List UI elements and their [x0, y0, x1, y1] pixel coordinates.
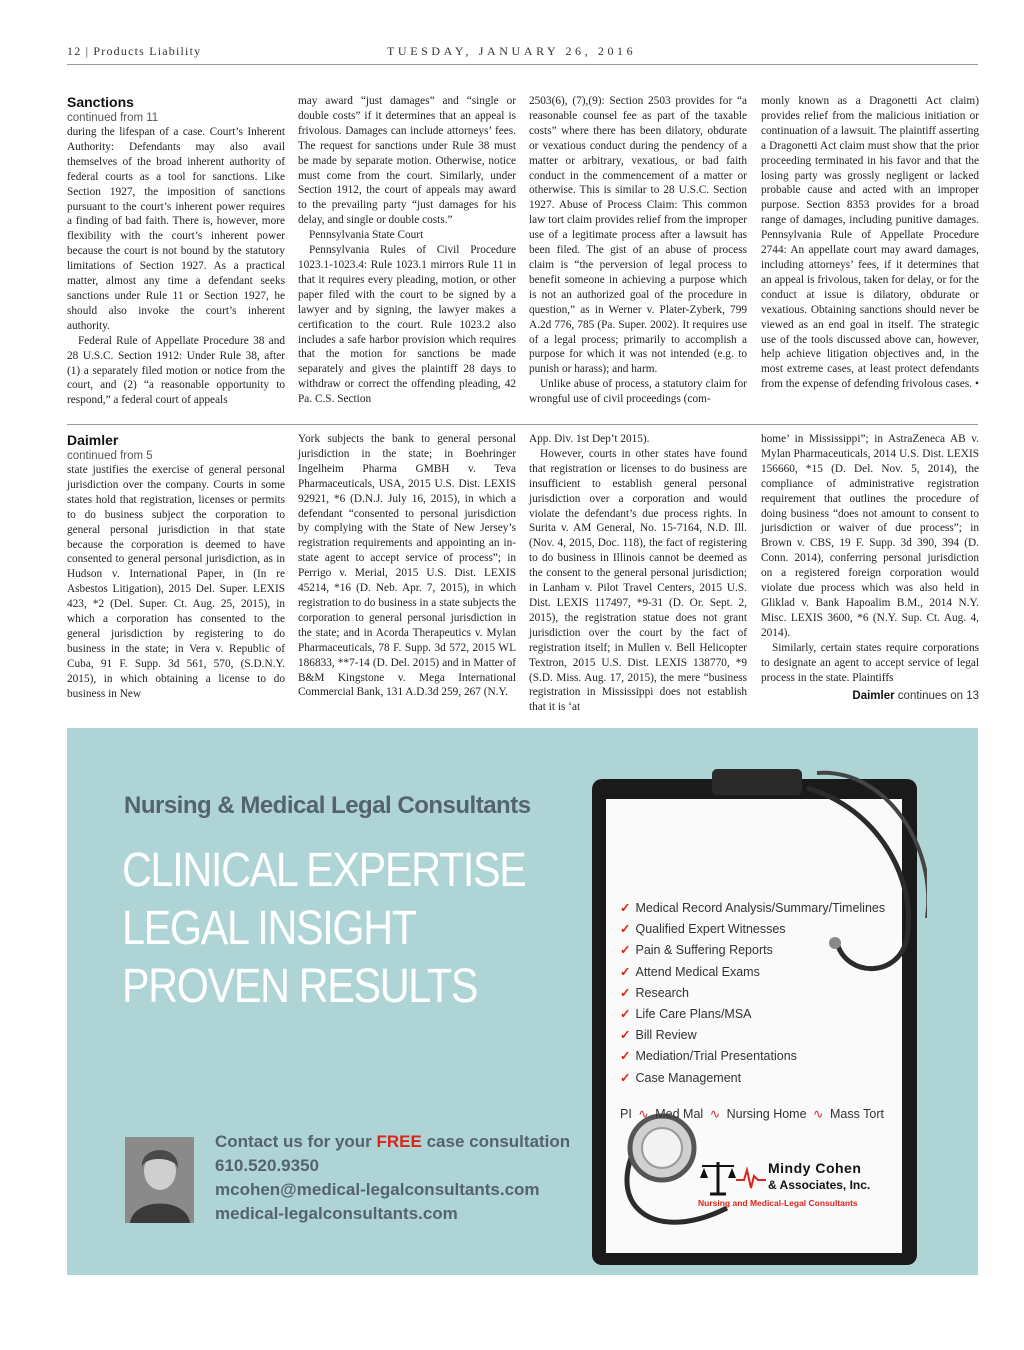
sanctions-column-1	[67, 94, 285, 408]
sanctions-article	[67, 94, 978, 424]
paragraph: may award “just damages” and “single or double costs” if it determines that an appeal is frivolous. Damages can include attorneys’ fees. The request for sanctions under Rule 38 must be made by separate motion. Otherwise, notice must come from the court. Similarly, under Section 1912, the court of appeals may award to the prevailing party “just damages for his delay, and single or double costs.”	[298, 95, 516, 227]
practice-area: Mass Tort	[830, 1107, 884, 1121]
paragraph: York subjects the bank to general personal jurisdiction in the state; in Boehringer Ingelheim Pharma GMBH v. Teva Pharmaceuticals, USA, 2015 U.S. Dist. LEXIS 92921, *6 (D.N.J. July 16, 2015), in which a defendant “consented to personal jurisdiction by complying with the State of New Jersey’s registration requirements and appointing an in-state agent to accept service of process”; in Perrigo v. Merial, 2015 U.S. Dist. LEXIS 45214, *16 (D. Neb. Apr. 7, 2015), in which registration to do business in a state subjects the corporation to general personal jurisdiction in the state; and in Acorda Therapeutics v. Mylan Pharmaceuticals, 78 F. Supp. 3d 572, 2015 WL 186833, **7-14 (D. Del. 2015) and in Matter of B&M Kingstone v. Mega International Commercial Bank, 131 A.D.3d 259, 267 (N.Y.	[298, 433, 516, 699]
check-icon: ✓	[620, 964, 631, 979]
issue-date: TUESDAY, JANUARY 26, 2016	[387, 44, 637, 58]
service-label: Research	[635, 985, 689, 1000]
paragraph: Similarly, certain states require corporations to designate an agent to accept service of legal process in the state. Plaintiffs	[761, 641, 979, 684]
service-item	[620, 898, 885, 919]
service-label: Mediation/Trial Presentations	[635, 1049, 797, 1064]
paragraph: Federal Rule of Appellate Procedure 38 and 28 U.S.C. Section 1912: Under Rule 38, after (1) a separately filed motion or notice from the court, and (2) “a reasonable opportunity to respond,” a federal court of appeals	[67, 334, 285, 407]
logo-associates: & Associates, Inc.	[768, 1178, 871, 1192]
paragraph: App. Div. 1st Dep’t 2015).	[529, 433, 650, 445]
check-icon: ✓	[620, 901, 631, 915]
sanctions-column-2	[298, 94, 516, 407]
sanctions-continued-from: continued from 11	[67, 112, 159, 124]
free-label: FREE	[376, 1132, 422, 1151]
header-rule	[67, 64, 978, 65]
heartbeat-icon: ∿	[638, 1107, 649, 1121]
service-item	[620, 919, 885, 940]
paragraph: However, courts in other states have found that registration or licenses to do business are insufficient to establish general personal jurisdiction over a corporation and would violate the defendant’s due process rights. In Surita v. AM General, No. 15-7164, N.D. Ill. (Nov. 4, 2015, Doc. 118), the fact of registering to do business in Illinois cannot be deemed as the consent to the general personal jurisdiction; in Lanham v. Pilot Travel Centers, 2015 U.S. Dist. LEXIS 117497, *9-31 (D. Or. Sept. 2, 2015), the registration statue does not grant jurisdiction over the court by the fact of registration itself; in Mullen v. Bell Helicopter Textron, 2015 U.S. Dist. LEXIS 138770, *9 (S.D. Miss. Aug. 17, 2015), the mere “business registration in Mississippi does not establish that it is ‘at	[529, 447, 747, 714]
sanctions-column-3	[529, 94, 747, 407]
service-item	[620, 1004, 885, 1025]
practice-areas	[620, 1106, 884, 1121]
paragraph: monly known as a Dragonetti Act claim) provides relief from the malicious initiation or continuation of a lawsuit. The plaintiff asserting a Dragonetti Act claim must show that the prior proceeding terminated in his favor and that the losing party was grossly negligent or lacked probable cause and acted with an improper purpose. Section 8353 provides for a broad range of damages, including punitive damages. Pennsylvania Rule of Appellate Procedure 2744: An appellate court may award damages, including attorneys’ fees, if it determines that an appeal is frivolous, taken for delay, or for the conduct at issue is dilatory, obdurate or vexatious. Obtaining sanctions should never be viewed as an end goal in itself. The strategic use of the tools discussed above can, however, help achieve litigation objectives and, in the most extreme cases, at least protect defendants from the expense of defending frivolous cases. •	[761, 95, 979, 391]
heartbeat-icon: ∿	[709, 1107, 721, 1121]
ad-headline	[122, 842, 525, 1016]
continues-page: continues on 13	[897, 690, 979, 703]
logo-name: Mindy Cohen	[768, 1160, 862, 1176]
practice-area: Nursing Home	[726, 1107, 807, 1121]
daimler-kicker: Daimler	[67, 432, 119, 448]
section-label: 12 | Products Liability	[67, 44, 202, 58]
daimler-column-1	[67, 432, 285, 702]
service-item	[620, 940, 885, 961]
paragraph: home’ in Mississippi”; in AstraZeneca AB v. Mylan Pharmaceuticals, 2014 U.S. Dist. LEXIS 156660, *15 (D. Del. Nov. 5, 2014), the compliance of administrative registration requirement that outlines the procedure of doing business “does not amount to consent to jurisdiction or waiver of due process”; in Brown v. CBS, 19 F. Supp. 3d 390, 394 (D. Conn. 2014), conferring personal jurisdiction on a registered foreign corporation would violate due process which was also held in Gliklad v. Bank Hapoalim B.M., 2014 N.Y. Misc. LEXIS 3600, *6 (N.Y. Sup. Ct. Aug. 4, 2014).	[761, 433, 979, 639]
practice-area: Med Mal	[655, 1107, 704, 1121]
service-item	[620, 1025, 885, 1046]
contact-block	[215, 1130, 570, 1226]
daimler-column-3	[529, 432, 747, 715]
company-logo	[698, 1156, 878, 1216]
daimler-article	[67, 432, 978, 722]
subheading: Pennsylvania State Court	[309, 229, 424, 242]
paragraph: state justifies the exercise of general personal jurisdiction over the company. Courts in some states hold that registration, licenses or permits to do business subject the corporation to general personal jurisdiction in that state because the corporation is deemed to have consented to general personal jurisdiction, as in Hudson v. International Paper, in (In re Asbestos Litigation), 2015 Del. Super. LEXIS 423, *2 (Del. Super. Ct. Aug. 25, 2015), in which a corporation has consented to the general jurisdiction by registering to do business in the state; in Vera v. Republic of Cuba, 91 F. Supp. 3d 561, 570, (S.D.N.Y. 2015), in which obtaining a license to do business in New	[67, 464, 285, 700]
scales-of-justice-icon	[698, 1156, 768, 1198]
practice-area: PI	[620, 1107, 632, 1121]
service-label: Pain & Suffering Reports	[635, 943, 773, 958]
service-item	[620, 983, 885, 1004]
headline-line: LEGAL INSIGHT	[122, 902, 416, 955]
logo-tagline: Nursing and Medical-Legal Consultants	[698, 1198, 858, 1208]
check-icon: ✓	[620, 985, 631, 1000]
consultant-photo	[125, 1137, 194, 1223]
service-label: Life Care Plans/MSA	[635, 1007, 752, 1022]
contact-website[interactable]: medical-legalconsultants.com	[215, 1204, 458, 1223]
sanctions-kicker: Sanctions	[67, 94, 134, 110]
headline-line: PROVEN RESULTS	[122, 960, 478, 1013]
cta-text: Contact us for your	[215, 1132, 377, 1151]
contact-email[interactable]: mcohen@medical-legalconsultants.com	[215, 1180, 540, 1199]
service-label: Qualified Expert Witnesses	[635, 922, 786, 937]
check-icon: ✓	[620, 922, 631, 937]
service-label: Medical Record Analysis/Summary/Timelines	[635, 901, 886, 915]
check-icon: ✓	[620, 943, 631, 958]
check-icon: ✓	[620, 1049, 631, 1064]
contact-phone[interactable]: 610.520.9350	[215, 1156, 319, 1175]
service-item	[620, 1046, 885, 1067]
sanctions-column-4	[761, 94, 979, 392]
daimler-continues-on	[761, 689, 979, 704]
paragraph: Unlike abuse of process, a statutory claim for wrongful use of civil proceedings (com-	[529, 378, 747, 406]
check-icon: ✓	[620, 1007, 631, 1022]
section-divider	[67, 424, 978, 425]
service-item	[620, 962, 885, 983]
paragraph: during the lifespan of a case. Court’s Inherent Authority: Defendants may also avail themselves of the broad inherent authority of federal courts as a tool for sanctions. Like Section 1927, the imposition of sanctions pursuant to the court’s inherent power requires a finding of bad faith. There is, however, more flexibility with the court’s inherent power because the court is not bound by the statutory limitations of Section 1927. As a practical matter, almost any time a defendant seeks sanctions under Rule 11 or Section 1927, he should also invoke the court’s inherent authority.	[67, 126, 285, 332]
service-label: Case Management	[635, 1070, 742, 1085]
heartbeat-icon: ∿	[813, 1107, 824, 1121]
services-list	[620, 898, 885, 1089]
check-icon: ✓	[620, 1070, 631, 1085]
page-header	[67, 44, 978, 64]
paragraph: Pennsylvania Rules of Civil Procedure 1023.1-1023.4: Rule 1023.1 mirrors Rule 11 in that it requires every pleading, motion, or other paper filed with the court to be signed by a lawyer and by signing, the lawyer makes a certification to the court. Rule 1023.2 also includes a safe harbor provision which requires that the motion for sanctions be made separately and gives the plaintiff 28 days to withdraw or correct the offending pleading, 42 Pa. C.S. Section	[298, 244, 516, 406]
daimler-continued-from: continued from 5	[67, 450, 153, 462]
ad-company-name: Nursing & Medical Legal Consultants	[124, 792, 531, 819]
continues-word: Daimler	[852, 690, 895, 703]
service-item	[620, 1068, 885, 1089]
paragraph: 2503(6), (7),(9): Section 2503 provides for “a reasonable counsel fee as part of the taxable costs” where there has been dilatory, obdurate or vexatious conduct during the pendency of a matter or arbitrary, vexatious, or bad faith conduct in the commencement of a matter or otherwise. This is similar to 28 U.S.C. Section 1927. Abuse of Process Claim: This common law tort claim provides relief from the improper use of a legitimate process after a lawsuit has been filed. The gist of an abuse of process claim is “the perversion of legal process to benefit someone in achieving a purpose which is not an authorized goal of the procedure in question,” as in Werner v. Plater-Zyberk, 799 A.2d 776, 785 (Pa. Super. 2002). It requires use of a legal process; primarily to accomplish a purpose for which it was not intended (e.g. to punish or harass); and harm.	[529, 95, 747, 376]
cta-text: case consultation	[421, 1132, 571, 1151]
daimler-column-4	[761, 432, 979, 704]
headline-line: CLINICAL EXPERTISE	[122, 844, 526, 897]
contact-cta	[215, 1130, 570, 1154]
daimler-column-2	[298, 432, 516, 700]
service-label: Attend Medical Exams	[635, 964, 760, 979]
check-icon: ✓	[620, 1028, 631, 1043]
service-label: Bill Review	[635, 1028, 697, 1043]
